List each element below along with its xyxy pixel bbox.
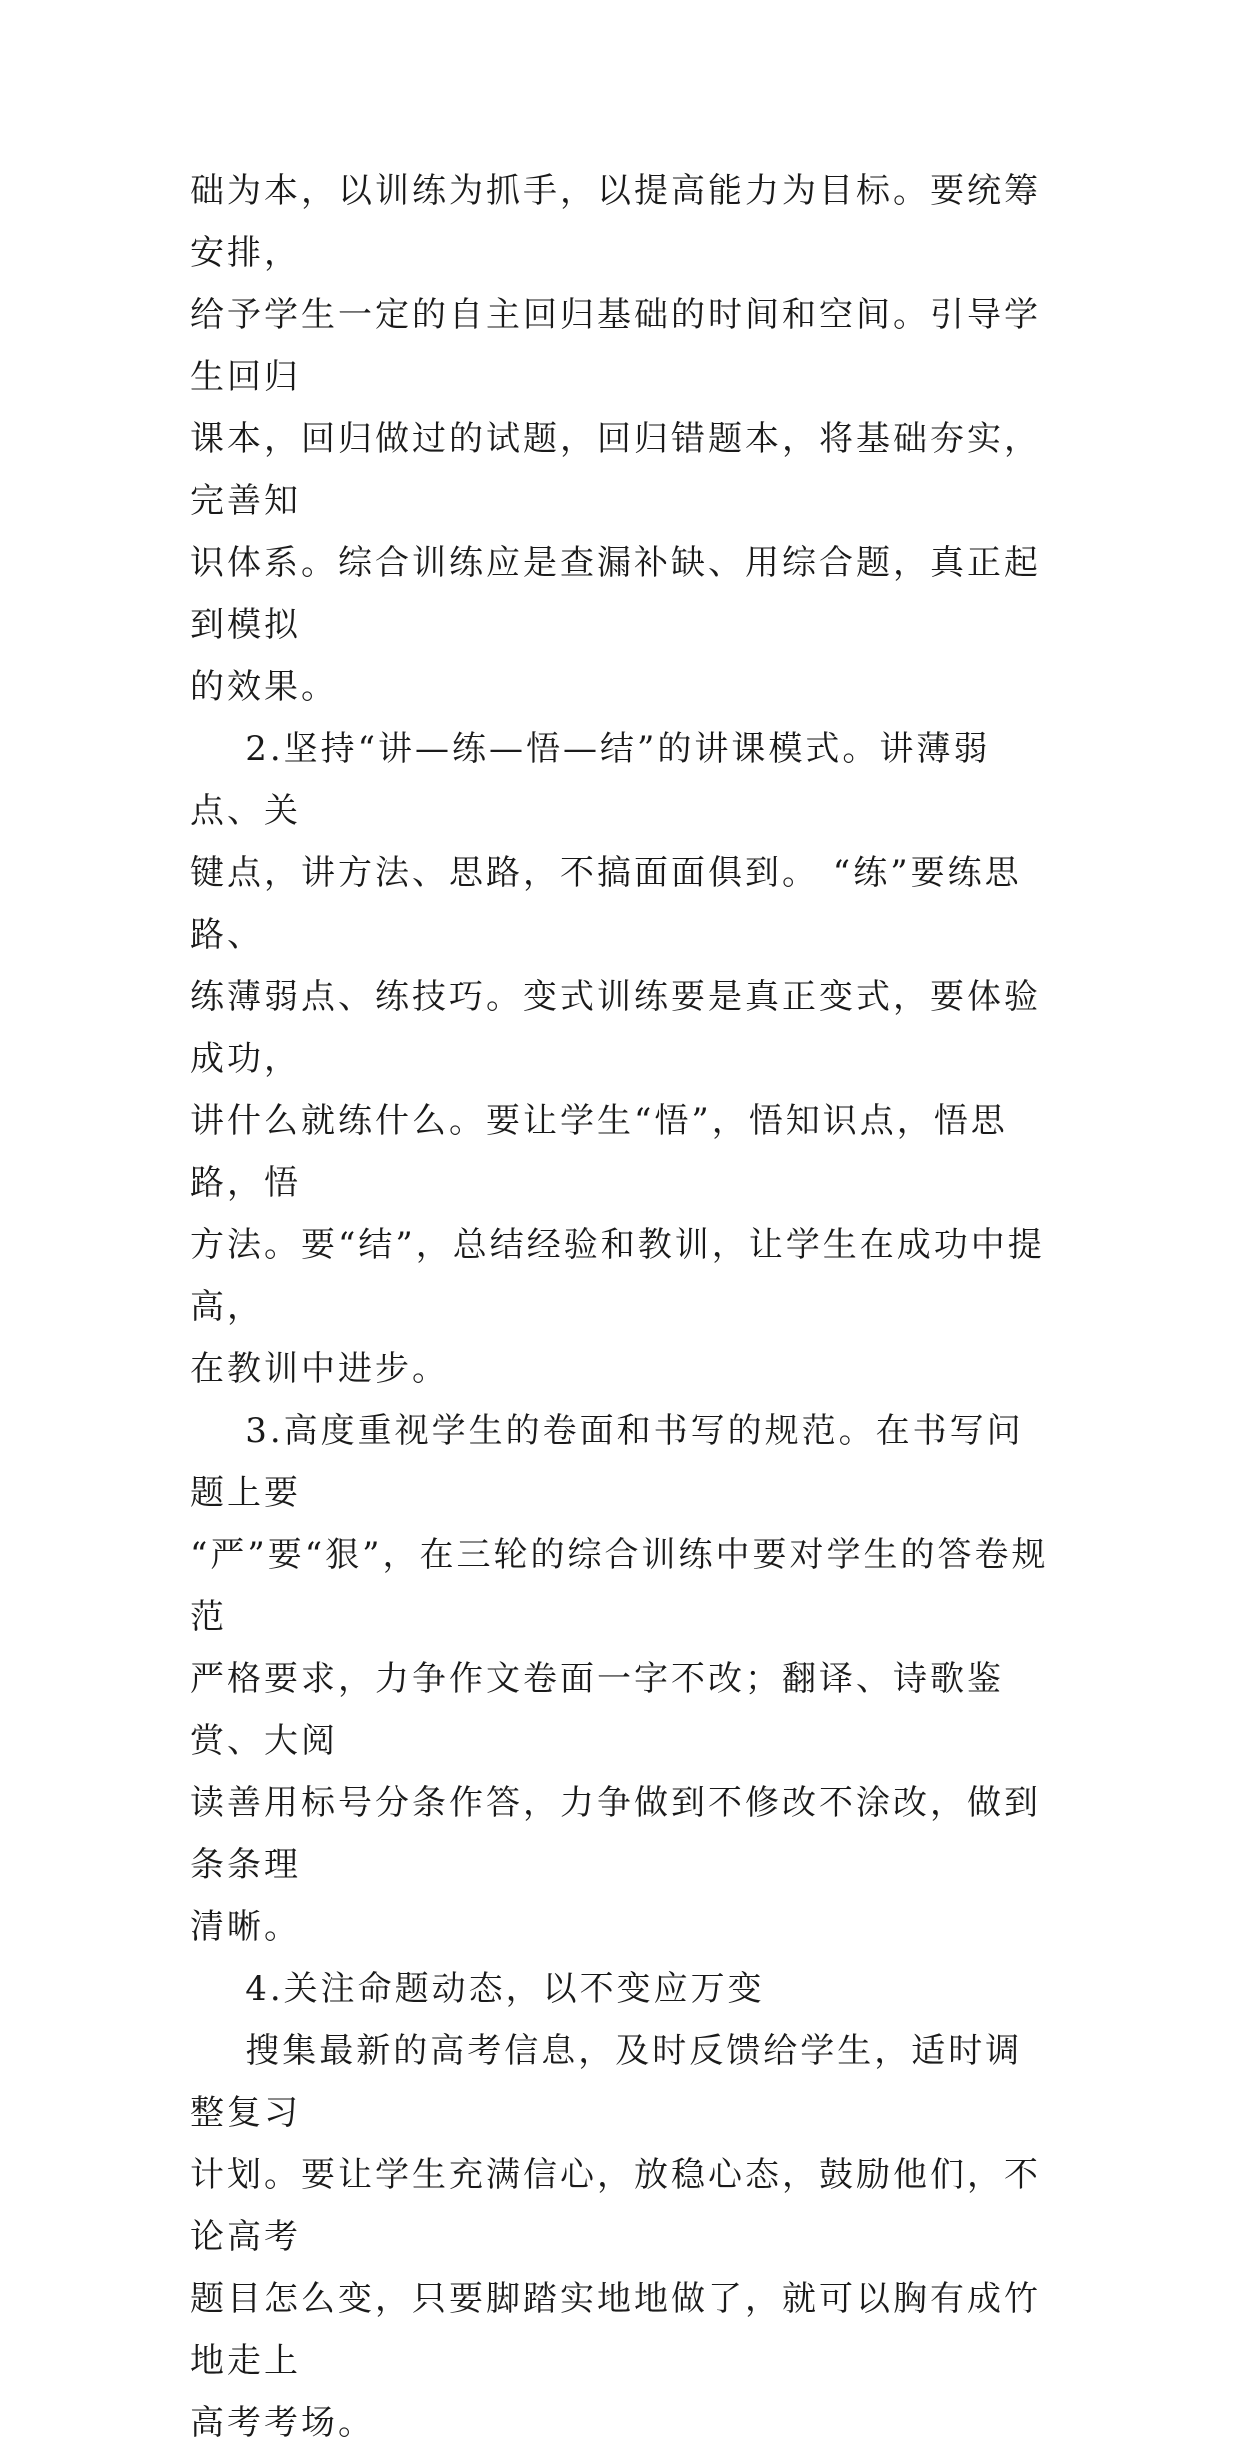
- text-line: 搜集最新的高考信息，及时反馈给学生，适时调整复习: [190, 2031, 1023, 2133]
- text-line: 课本，回归做过的试题，回归错题本，将基础夯实，完善知: [190, 419, 1041, 521]
- paragraph: [190, 718, 1050, 1400]
- text-line: 础为本，以训练为抓手，以提高能力为目标。要统筹安排，: [190, 171, 1041, 273]
- text-line: 方法。要“结”，总结经验和教训，让学生在成功中提高，: [190, 1225, 1045, 1327]
- document-body: [190, 160, 1050, 2454]
- paragraph: [190, 160, 1050, 718]
- text-line: 练薄弱点、练技巧。变式训练要是真正变式，要体验成功，: [190, 977, 1041, 1079]
- text-line: 4.关注命题动态，以不变应万变: [190, 1969, 765, 2009]
- text-line: 键点，讲方法、思路，不搞面面俱到。 “练”要练思路、: [190, 853, 1022, 955]
- text-line: 高考考场。: [190, 2403, 375, 2443]
- text-line: 计划。要让学生充满信心，放稳心态，鼓励他们，不论高考: [190, 2155, 1041, 2257]
- text-line: 严格要求，力争作文卷面一字不改；翻译、诗歌鉴赏、大阅: [190, 1659, 1004, 1761]
- paragraph: [190, 2020, 1050, 2454]
- text-line: 3.高度重视学生的卷面和书写的规范。在书写问题上要: [190, 1411, 1024, 1513]
- text-line: 给予学生一定的自主回归基础的时间和空间。引导学生回归: [190, 295, 1041, 397]
- text-line: 清晰。: [190, 1907, 301, 1947]
- text-line: 在教训中进步。: [190, 1349, 449, 1389]
- paragraph: [190, 1400, 1050, 1958]
- paragraph: [190, 1958, 1050, 2020]
- text-line: 2.坚持“讲—练—悟—结”的讲课模式。讲薄弱点、关: [190, 729, 991, 831]
- text-line: 的效果。: [190, 667, 338, 707]
- text-line: 识体系。综合训练应是查漏补缺、用综合题，真正起到模拟: [190, 543, 1041, 645]
- text-line: “严”要“狠”，在三轮的综合训练中要对学生的答卷规范: [190, 1535, 1049, 1637]
- text-line: 读善用标号分条作答，力争做到不修改不涂改，做到条条理: [190, 1783, 1041, 1885]
- text-line: 讲什么就练什么。要让学生“悟”，悟知识点，悟思路，悟: [190, 1101, 1008, 1203]
- text-line: 题目怎么变，只要脚踏实地地做了，就可以胸有成竹地走上: [190, 2279, 1041, 2381]
